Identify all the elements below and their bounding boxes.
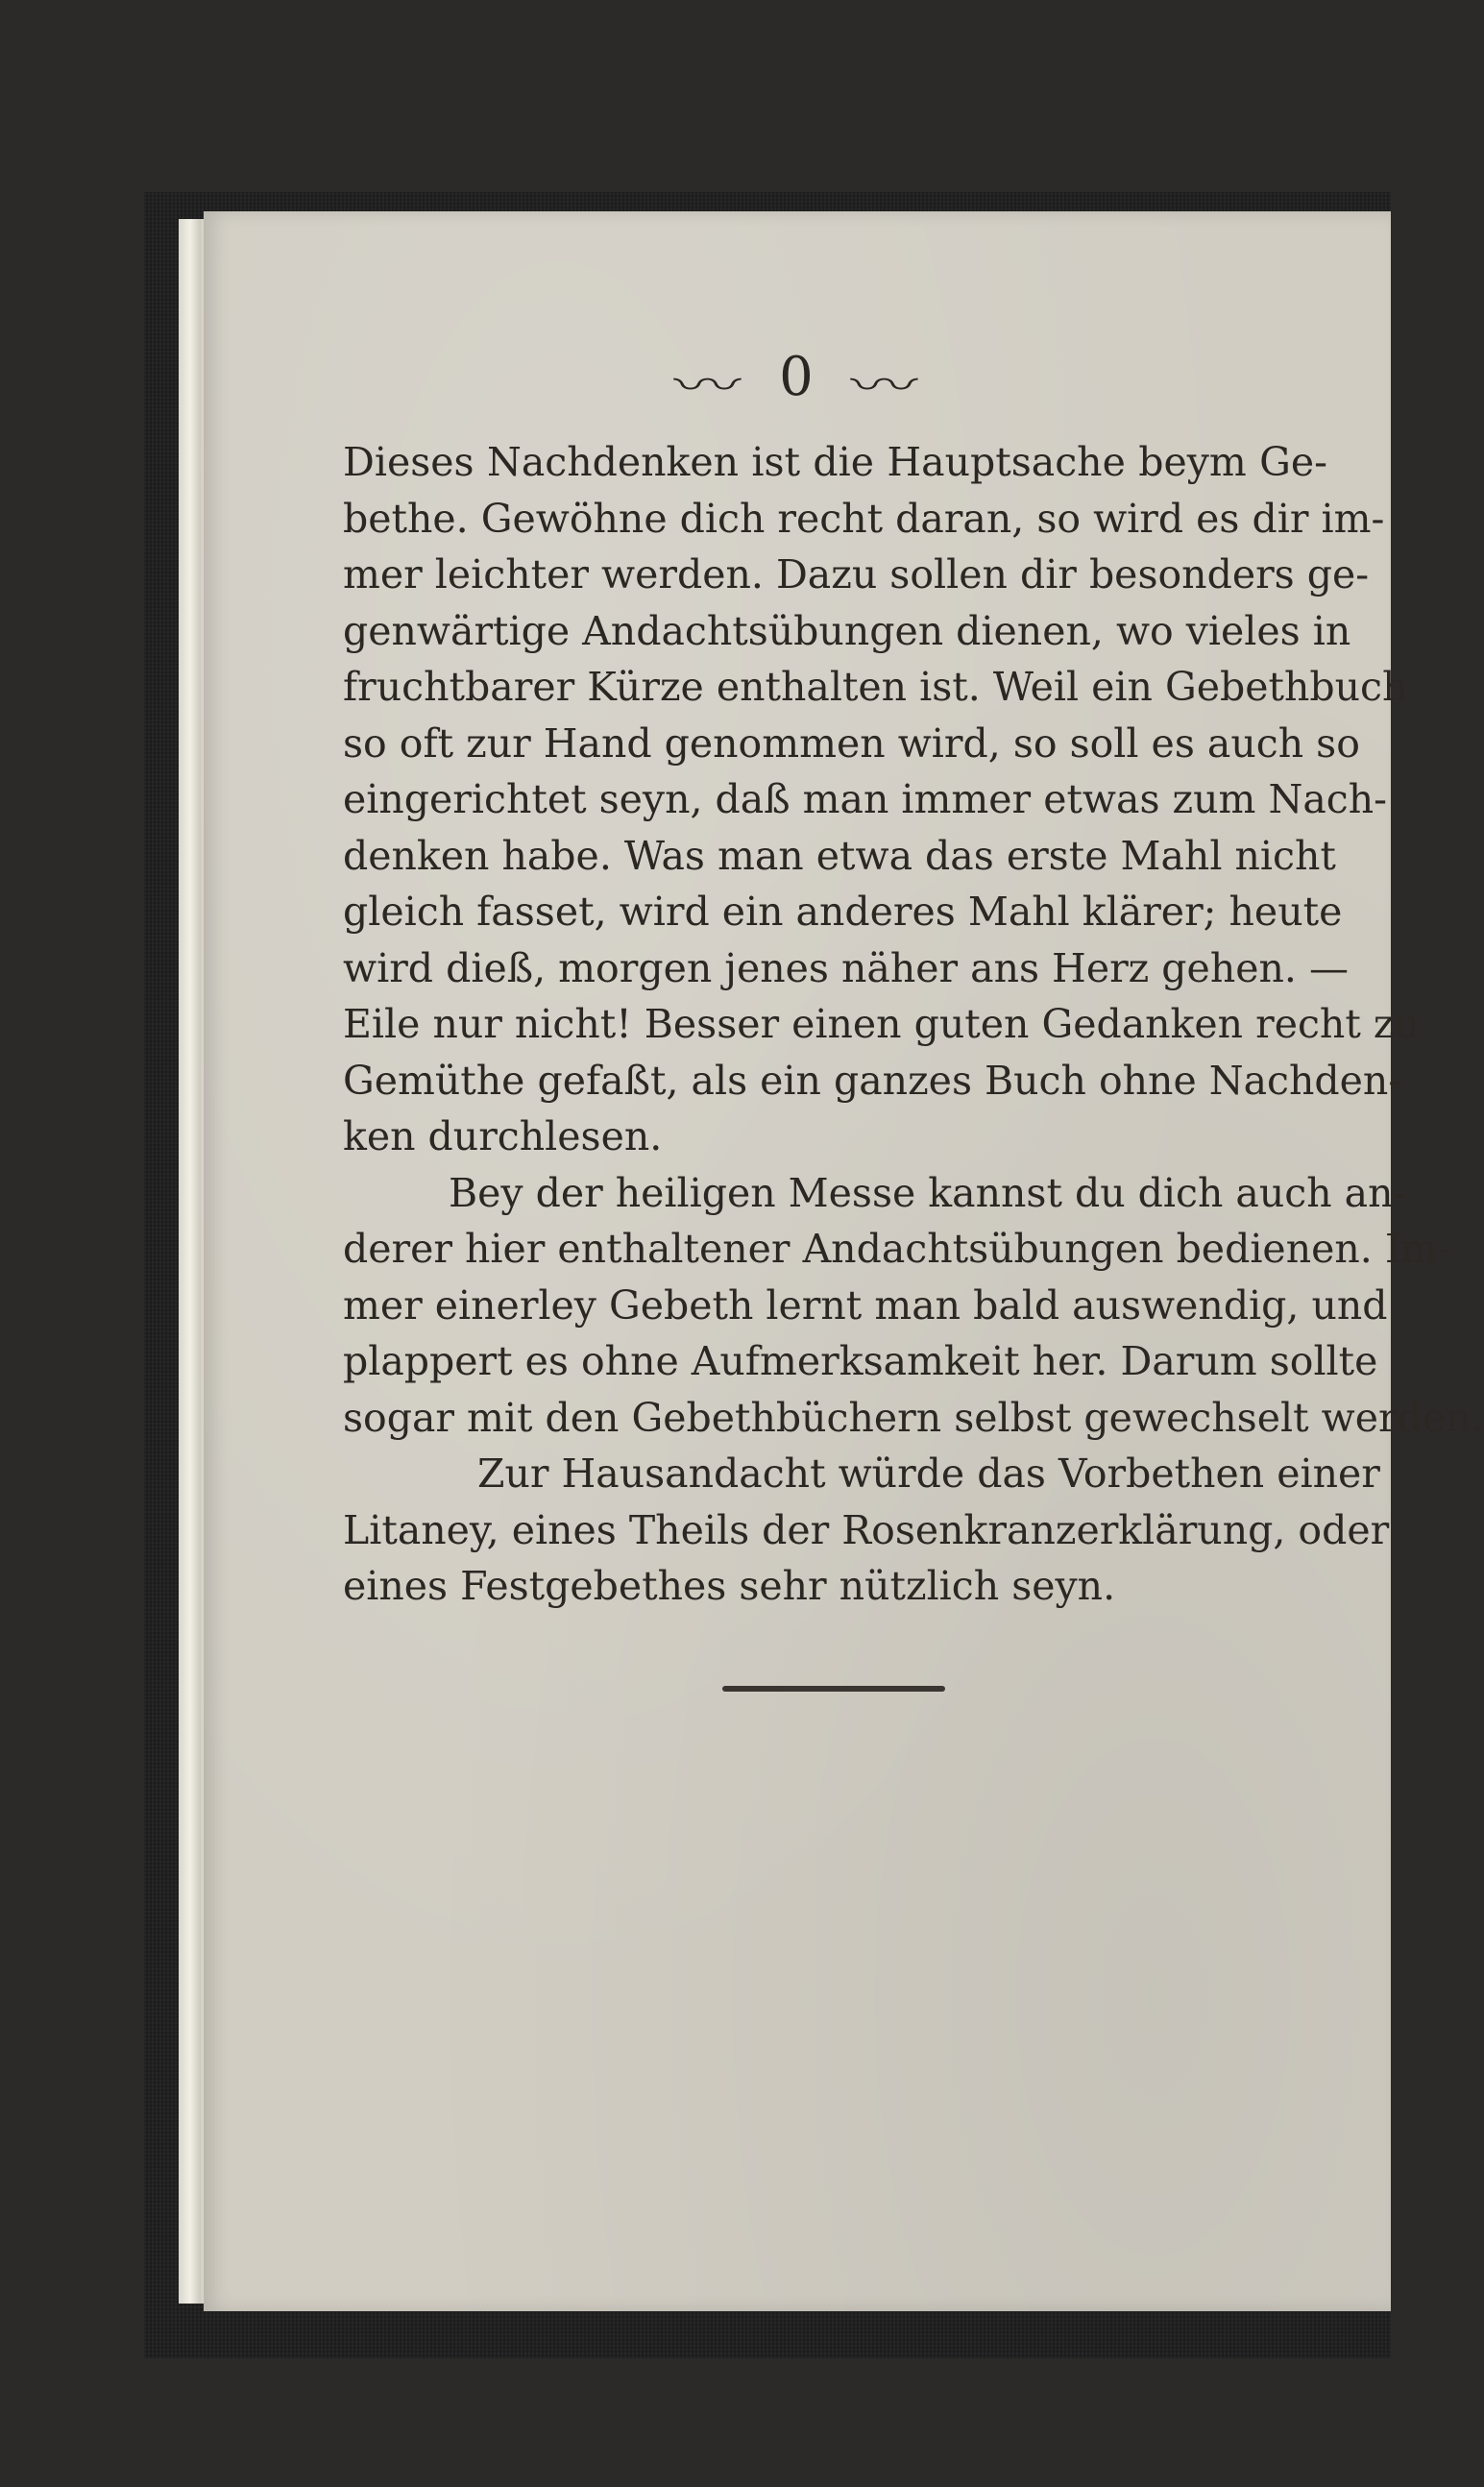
text-line: wird dieß, morgen jenes näher ans Herz gehen. — bbox=[343, 944, 1349, 991]
paragraph bbox=[343, 434, 1420, 1165]
text-line: Zur Hausandacht würde das Vorbethen einer bbox=[477, 1451, 1380, 1497]
text-line: gleich fasset, wird ein anderes Mahl klärer; heute bbox=[343, 889, 1343, 935]
text-line: ken durchlesen. bbox=[343, 1113, 663, 1159]
text-line: Eile nur nicht! Besser einen guten Gedanken recht zu bbox=[343, 1001, 1420, 1047]
text-line: Dieses Nachdenken ist die Hauptsache beym Ge- bbox=[343, 439, 1327, 485]
text-line: eingerichtet seyn, daß man immer etwas zum Nach- bbox=[343, 776, 1388, 822]
text-line: derer hier enthaltener Andachtsübungen bedienen. Im- bbox=[343, 1226, 1451, 1272]
book-page bbox=[204, 211, 1484, 2311]
left-ornament: 〰 bbox=[673, 360, 745, 410]
text-line: mer einerley Gebeth lernt man bald auswendig, und bbox=[343, 1281, 1388, 1329]
text-line: denken habe. Was man etwa das erste Mahl nicht bbox=[343, 832, 1336, 879]
text-line: eines Festgebethes sehr nützlich seyn. bbox=[343, 1563, 1116, 1609]
text-line: bethe. Gewöhne dich recht daran, so wird es dir im- bbox=[343, 495, 1385, 542]
text-line: plappert es ohne Aufmerksamkeit her. Darum sollte bbox=[343, 1338, 1378, 1384]
page-header bbox=[204, 346, 1391, 412]
text-line: Bey der heiligen Messe kannst du dich auch an- bbox=[449, 1169, 1407, 1216]
text-line: mer leichter werden. Dazu sollen dir besonders ge- bbox=[343, 551, 1370, 597]
text-line: so oft zur Hand genommen wird, so soll es auch so bbox=[343, 719, 1360, 767]
text-line: Litaney, eines Theils der Rosenkranzerklärung, oder bbox=[343, 1506, 1390, 1553]
paragraph bbox=[343, 1165, 1484, 1447]
text-line: sogar mit den Gebethbüchern selbst gewechselt werden. bbox=[343, 1394, 1484, 1441]
section-divider bbox=[722, 1686, 945, 1692]
body-text bbox=[343, 434, 1484, 1615]
text-line: genwärtige Andachtsübungen dienen, wo vieles in bbox=[343, 607, 1351, 654]
text-line: fruchtbarer Kürze enthalten ist. Weil ein Gebethbuch bbox=[343, 664, 1408, 710]
paragraph bbox=[343, 1446, 1390, 1615]
text-line: Gemüthe gefaßt, als ein ganzes Buch ohne Nachden- bbox=[343, 1057, 1402, 1104]
right-ornament: 〰 bbox=[849, 360, 921, 410]
page-number: 0 bbox=[779, 346, 815, 408]
